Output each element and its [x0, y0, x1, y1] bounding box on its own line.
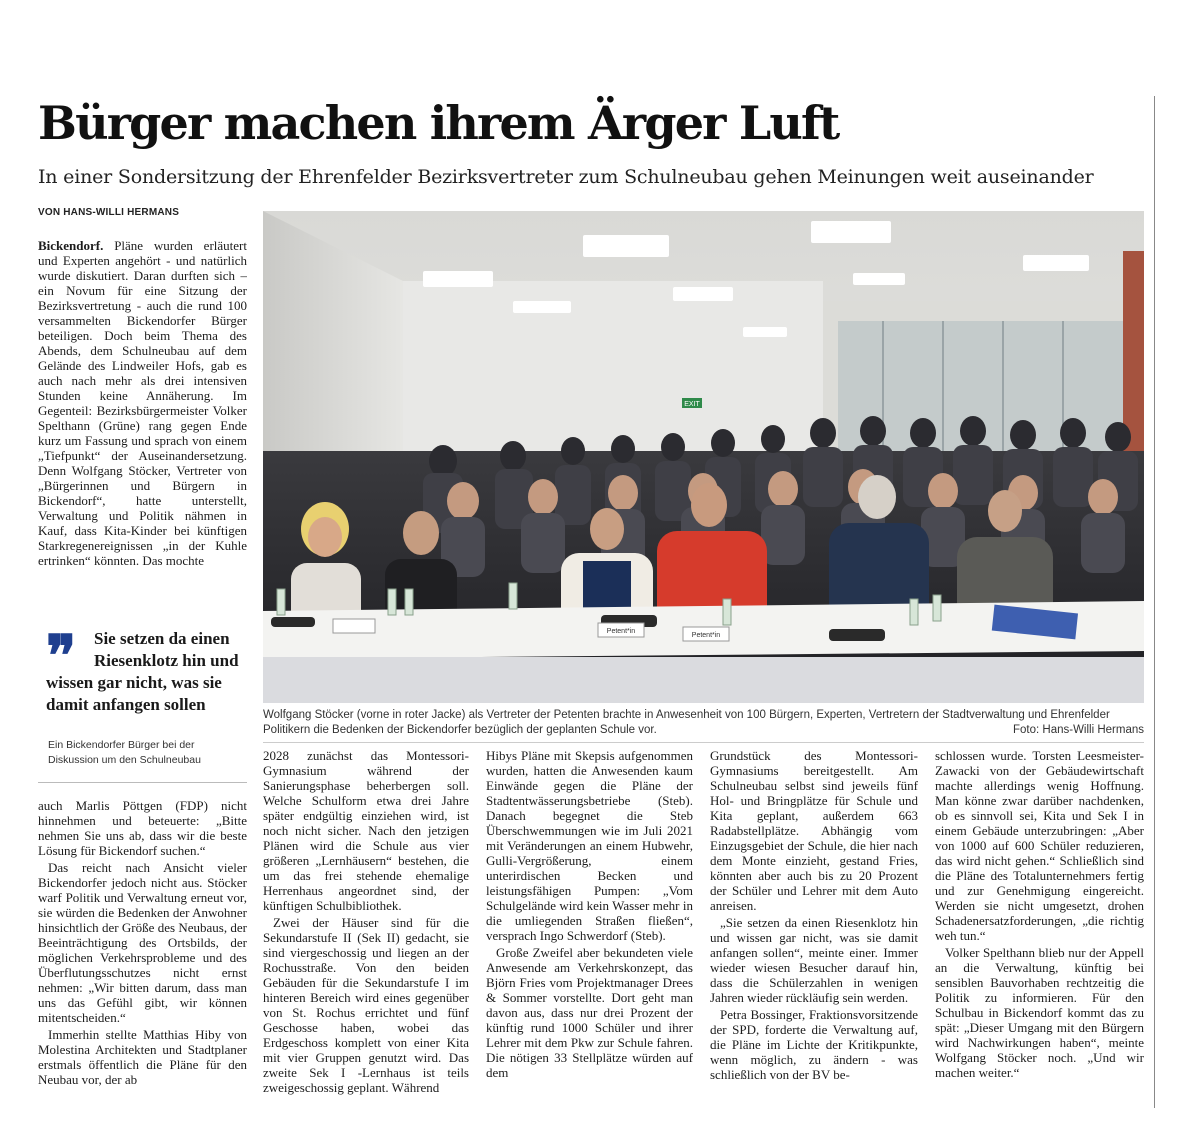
pull-quote — [38, 623, 247, 716]
paragraph: 2028 zunächst das Montessori-Gymnasium während der Sanierungsphase beherbergen soll. Welche Schulform etwa drei Jahre später endgültig einziehen wird, ist noch nicht sicher. Nach den jetzigen Plänen wird die Schule aus vier größeren „Lernhäusern“ bestehen, die um das frei stehende ehemalige Herrenhaus angeordnet sind, der künftigen Schulbibliothek. — [263, 748, 469, 913]
nameplate-label: Petent*in — [606, 628, 636, 635]
paragraph: auch Marlis Pöttgen (FDP) nicht hinnehmen und beteuerte: „Bitte nehmen Sie uns ab, dass wir die beste Lösung für Bickendorf suchen.“ — [38, 798, 247, 858]
divider — [38, 782, 247, 783]
nameplate-label: Petent*in — [691, 632, 721, 639]
byline: VON HANS-WILLI HERMANS — [38, 207, 180, 218]
subheadline: In einer Sondersitzung der Ehrenfelder Bezirksvertreter zum Schulneubau gehen Meinungen weit auseinander — [38, 166, 1094, 188]
paragraph: Hibys Pläne mit Skepsis aufgenommen wurden, hatten die Anwesenden kaum Einwände gegen die Pläne der Stadtentwässerungsbetriebe (Steb). Danach begegnet die Steb Überschwemmungen wie im Juli 2021 mit Veränderungen an einem Hubwehr, Gulli-Vergrößerung, einem unterirdischen Becken und leistungsfähigen Pumpen: „Vom Schulgelände wird kein Wasser mehr in die umliegenden Straßen fließen“, versprach Ingo Schwerdorf (Steb). — [486, 748, 693, 943]
article-column-3 — [486, 748, 693, 1114]
pull-quote-text-rest: wissen gar nicht, was sie damit anfangen sollen — [46, 673, 222, 714]
meeting-room-illustration — [263, 211, 1144, 703]
pull-quote-text-first: Sie setzen da einen Riesenklotz hin und — [94, 629, 239, 670]
article-lead-paragraph — [38, 238, 247, 568]
paragraph: Volker Spelthann blieb nur der Appell an die Verwaltung, künftig bei sensiblen Bauvorhaben rechtzeitig die Politik zu informieren. Für den Schulbau in Bickendorf kommt das zu spät: „Dieser Umgang mit den Bürgern wird Nachwirkungen haben“, meinte Wolfgang Stöcker noch. „Und wir machen weiter.“ — [935, 945, 1144, 1080]
dateline: Bickendorf. — [38, 238, 104, 253]
quote-mark-icon: ❞ — [46, 623, 77, 689]
exit-sign-label: EXIT — [684, 401, 700, 408]
article-column-2 — [263, 748, 469, 1114]
article-column-5 — [935, 748, 1144, 1114]
article-column-4 — [710, 748, 918, 1114]
photo-caption — [263, 708, 1144, 738]
paragraph: Große Zweifel aber bekundeten viele Anwesende am Verkehrskonzept, das Björn Fries vom Projektmanager Drees & Sommer vorstellte. Dort geht man davon aus, dass nur drei Prozent der künftig rund 1000 Schüler und ihrer Lehrer mit dem Pkw zur Schule fahren. Die nötigen 33 Stellplätze würden auf dem — [486, 945, 693, 1080]
paragraph-text: Pläne wurden erläutert und Experten angehört - und natürlich wurde diskutiert. Daran durften sich – ein Novum für eine Sitzung der Bezirksvertretung - auch die rund 100 versammelten Bickendorfer Bürger beteiligen. Doch beim Thema des Abends, dem Schulneubau auf dem Gelände des Lindweiler Hofs, gab es auch nach mehr als drei intensiven Stunden keine Annäherung. Im Gegenteil: Bezirksbürgermeister Volker Spelthann (Grüne) rang gegen Ende kurz um Fassung und sprach von einem „Tiefpunkt“ der Auseinandersetzung. Denn Wolfgang Stöcker, Vertreter von „Bürgerinnen und Bürgern in Bickendorf“, hatte unterstellt, Verwaltung und Politik nähmen in Kauf, dass Kita-Kinder bei künftigen Starkregenereignissen „in der Kuhle ertrinken“ könnten. Das mochte — [38, 238, 247, 568]
article-column-1-continued — [38, 798, 247, 1116]
column-rule — [1154, 96, 1155, 1108]
paragraph: „Sie setzen da einen Riesenklotz hin und wissen gar nicht, was sie damit anfangen sollen“, meinte einer. Immer wieder wiesen Besucher darauf hin, dass die Schülerzahlen in wenigen Jahren wieder rückläufig sein werden. — [710, 915, 918, 1005]
paragraph: Grundstück des Montessori-Gymnasiums bereitgestellt. Am Schulneubau selbst sind jeweils fünf Hol- und Bringplätze für Schule und Kita geplant, außerdem 663 Radabstellplätze. Abhängig vom Einzugsgebiet der Schule, die hier nach dem Monte einzieht, gestand Fries, könnten aber auch bis zu 20 Prozent der Schüler und Lehrer mit dem Auto anreisen. — [710, 748, 918, 913]
paragraph: Immerhin stellte Matthias Hiby von Molestina Architekten und Stadtplaner erstmals öffentlich die Pläne für den Neubau vor, der ab — [38, 1027, 247, 1087]
pull-quote-caption: Ein Bickendorfer Bürger bei der Diskussion um den Schulneubau — [48, 739, 201, 766]
photo-credit: Foto: Hans-Willi Hermans — [1013, 724, 1144, 736]
photo-caption-text: Wolfgang Stöcker (vorne in roter Jacke) als Vertreter der Petenten brachte in Anwesenheit von 100 Bürgern, Experten, Vertretern der Stadtverwaltung und Ehrenfelder Politikern die Bedenken der Bickendorfer bezüglich der geplanten Schule vor. — [263, 709, 1110, 736]
headline: Bürger machen ihrem Ärger Luft — [38, 96, 839, 150]
photo — [263, 211, 1144, 703]
paragraph: Petra Bossinger, Fraktionsvorsitzende der SPD, forderte die Verwaltung auf, die Pläne im Lichte der Kritikpunkte, wenn möglich, zu ändern - was schließlich von der BV be- — [710, 1007, 918, 1082]
paragraph: Das reicht nach Ansicht vieler Bickendorfer jedoch nicht aus. Stöcker warf Politik und Verwaltung erneut vor, sie würden die Bedenken der Anwohner hinsichtlich der Größe des Neubaus, der Beeinträchtigung des Ortsbilds, der möglichen Verkehrsprobleme und des Überflutungsschutzes nicht ernst nehmen: „Wir bitten darum, dass man uns das Gefühl gibt, wir können mitentscheiden.“ — [38, 860, 247, 1025]
article-column-1 — [38, 238, 247, 600]
paragraph: Zwei der Häuser sind für die Sekundarstufe II (Sek II) gedacht, sie sind viergeschossig und liegen an der Rochusstraße. Von den beiden Gebäuden für die Sekundarstufe I im hinteren Bereich wird eines gegenüber von St. Rochus errichtet und fünf Geschosse haben, wobei das Erdgeschoss komplett von einer Kita mit vier Gruppen genutzt wird. Das zweite Sek I -Lernhaus ist teils zweigeschossig geplant. Während — [263, 915, 469, 1095]
divider — [263, 742, 1144, 743]
paragraph: schlossen wurde. Torsten Leesmeister-Zawacki von der Gebäudewirtschaft machte allerdings wenig Hoffnung. Man könne zwar darüber nachdenken, ob es sinnvoll sei, Kita und Sek I in einem Gebäude unterzubringen: „Aber von 1000 auf 600 Schüler reduzieren, das wird nicht gehen.“ Schließlich sind die Pläne des Totalunternehmers fertig und zur Genehmigung eingereicht. Werden sie nicht umgesetzt, drohen Schadenersatzforderungen, „die richtig weh tun.“ — [935, 748, 1144, 943]
